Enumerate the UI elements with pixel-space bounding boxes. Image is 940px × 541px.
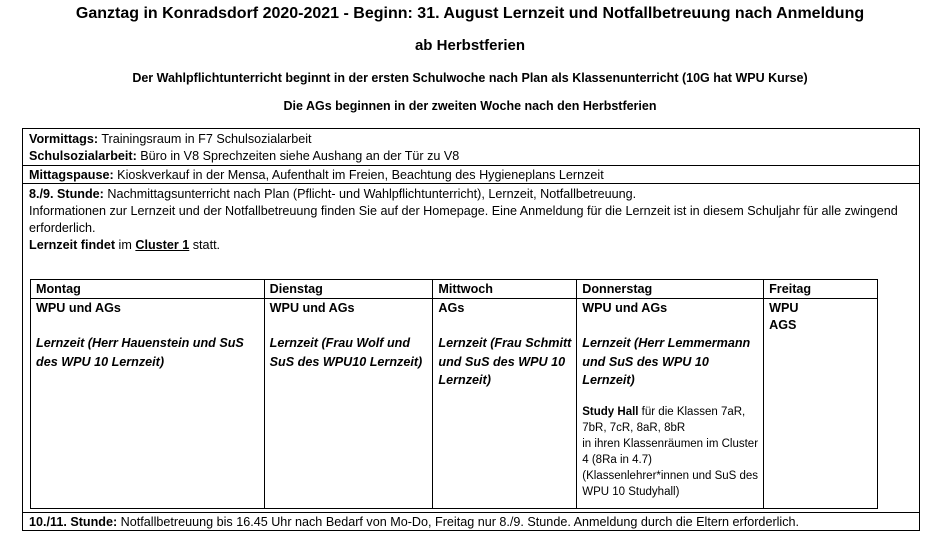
stunde1011-label: 10./11. Stunde: xyxy=(29,515,118,529)
lernzeit-label: Lernzeit findet xyxy=(29,238,116,252)
monday-cell xyxy=(31,299,265,509)
table-header-row xyxy=(31,280,878,299)
wednesday-cell xyxy=(433,299,577,509)
lernzeit-connector: im xyxy=(115,238,136,252)
schulsozial-line xyxy=(29,148,913,165)
day-header: Dienstag xyxy=(264,280,433,299)
day-header: Mittwoch xyxy=(433,280,577,299)
mittag-text: Kioskverkauf in der Mensa, Aufenthalt im Freien, Beachtung des Hygieneplans Lernzeit xyxy=(113,168,604,182)
late-care-box xyxy=(22,512,920,531)
tuesday-cell xyxy=(264,299,433,509)
info-text: Informationen zur Lernzeit und der Notfallbetreuung finden Sie auf der Homepage. Eine Anmeldung für die Lernzeit ist in diesem Schuljahr für alle zwingend erforderlich. xyxy=(29,204,898,235)
study-hall-label: Study Hall xyxy=(582,405,639,418)
study-hall-note xyxy=(582,404,759,500)
friday-line1: WPU xyxy=(769,301,799,315)
wednesday-lernzeit: Lernzeit (Frau Schmitt und SuS des WPU 10 Lernzeit) xyxy=(438,336,572,387)
day-header: Freitag xyxy=(764,280,878,299)
schulsozial-text: Büro in V8 Sprechzeiten siehe Aushang an der Tür zu V8 xyxy=(136,149,460,163)
vormittags-label: Vormittags: xyxy=(29,132,99,146)
stunde1011-text: Notfallbetreuung bis 16.45 Uhr nach Bedarf von Mo-Do, Freitag nur 8./9. Stunde. Anmeldung durch die Eltern erforderlich. xyxy=(117,515,800,529)
lernzeit-end: statt. xyxy=(189,238,221,252)
friday-line2: AGS xyxy=(769,318,797,332)
lunch-info-box xyxy=(22,165,920,184)
page-subtitle: ab Herbstferien xyxy=(414,37,526,54)
table-row xyxy=(31,299,878,509)
schulsozial-label: Schulsozialarbeit: xyxy=(29,149,137,163)
stunde89-text: Nachmittagsunterricht nach Plan (Pflicht- und Wahlpflichtunterricht), Lernzeit, Notfallbetreuung. xyxy=(103,187,637,201)
monday-lernzeit: Lernzeit (Herr Hauenstein und SuS des WPU 10 Lernzeit) xyxy=(36,336,244,369)
cluster-label: Cluster 1 xyxy=(135,238,190,252)
thursday-lernzeit: Lernzeit (Herr Lemmermann und SuS des WPU 10 Lernzeit) xyxy=(582,336,751,387)
wpu-notice: Der Wahlpflichtunterricht beginnt in der ersten Schulwoche nach Plan als Klassenunterricht (10G hat WPU Kurse) xyxy=(132,71,808,85)
wednesday-main: AGs xyxy=(438,301,465,315)
vormittags-line xyxy=(29,131,913,148)
thursday-main: WPU und AGs xyxy=(582,301,668,315)
mittag-label: Mittagspause: xyxy=(29,168,114,182)
lernzeit-line xyxy=(29,237,913,254)
page-title: Ganztag in Konradsdorf 2020-2021 - Beginn: 31. August Lernzeit und Notfallbetreuung nach Anmeldung xyxy=(75,5,865,22)
study-hall-rooms: in ihren Klassenräumen im Cluster 4 (8Ra in 4.7) xyxy=(582,437,759,466)
ag-notice: Die AGs beginnen in der zweiten Woche nach den Herbstferien xyxy=(283,99,657,113)
morning-info-box xyxy=(22,128,920,166)
vormittags-text: Trainingsraum in F7 Schulsozialarbeit xyxy=(98,132,312,146)
monday-main: WPU und AGs xyxy=(36,301,121,315)
friday-cell xyxy=(764,299,878,509)
stunde89-line xyxy=(29,186,913,203)
day-header: Donnerstag xyxy=(577,280,764,299)
thursday-cell xyxy=(577,299,764,509)
tuesday-lernzeit: Lernzeit (Frau Wolf und SuS des WPU10 Lernzeit) xyxy=(269,336,423,369)
weekly-schedule-table xyxy=(30,279,878,509)
study-hall-staff: (Klassenlehrer*innen und SuS des WPU 10 Studyhall) xyxy=(582,469,759,498)
tuesday-main: WPU und AGs xyxy=(269,301,355,315)
study-hall-classes: für die Klassen 7aR, 7bR, 7cR, 8aR, 8bR xyxy=(582,405,746,434)
day-header: Montag xyxy=(31,280,265,299)
stunde89-label: 8./9. Stunde: xyxy=(29,187,104,201)
